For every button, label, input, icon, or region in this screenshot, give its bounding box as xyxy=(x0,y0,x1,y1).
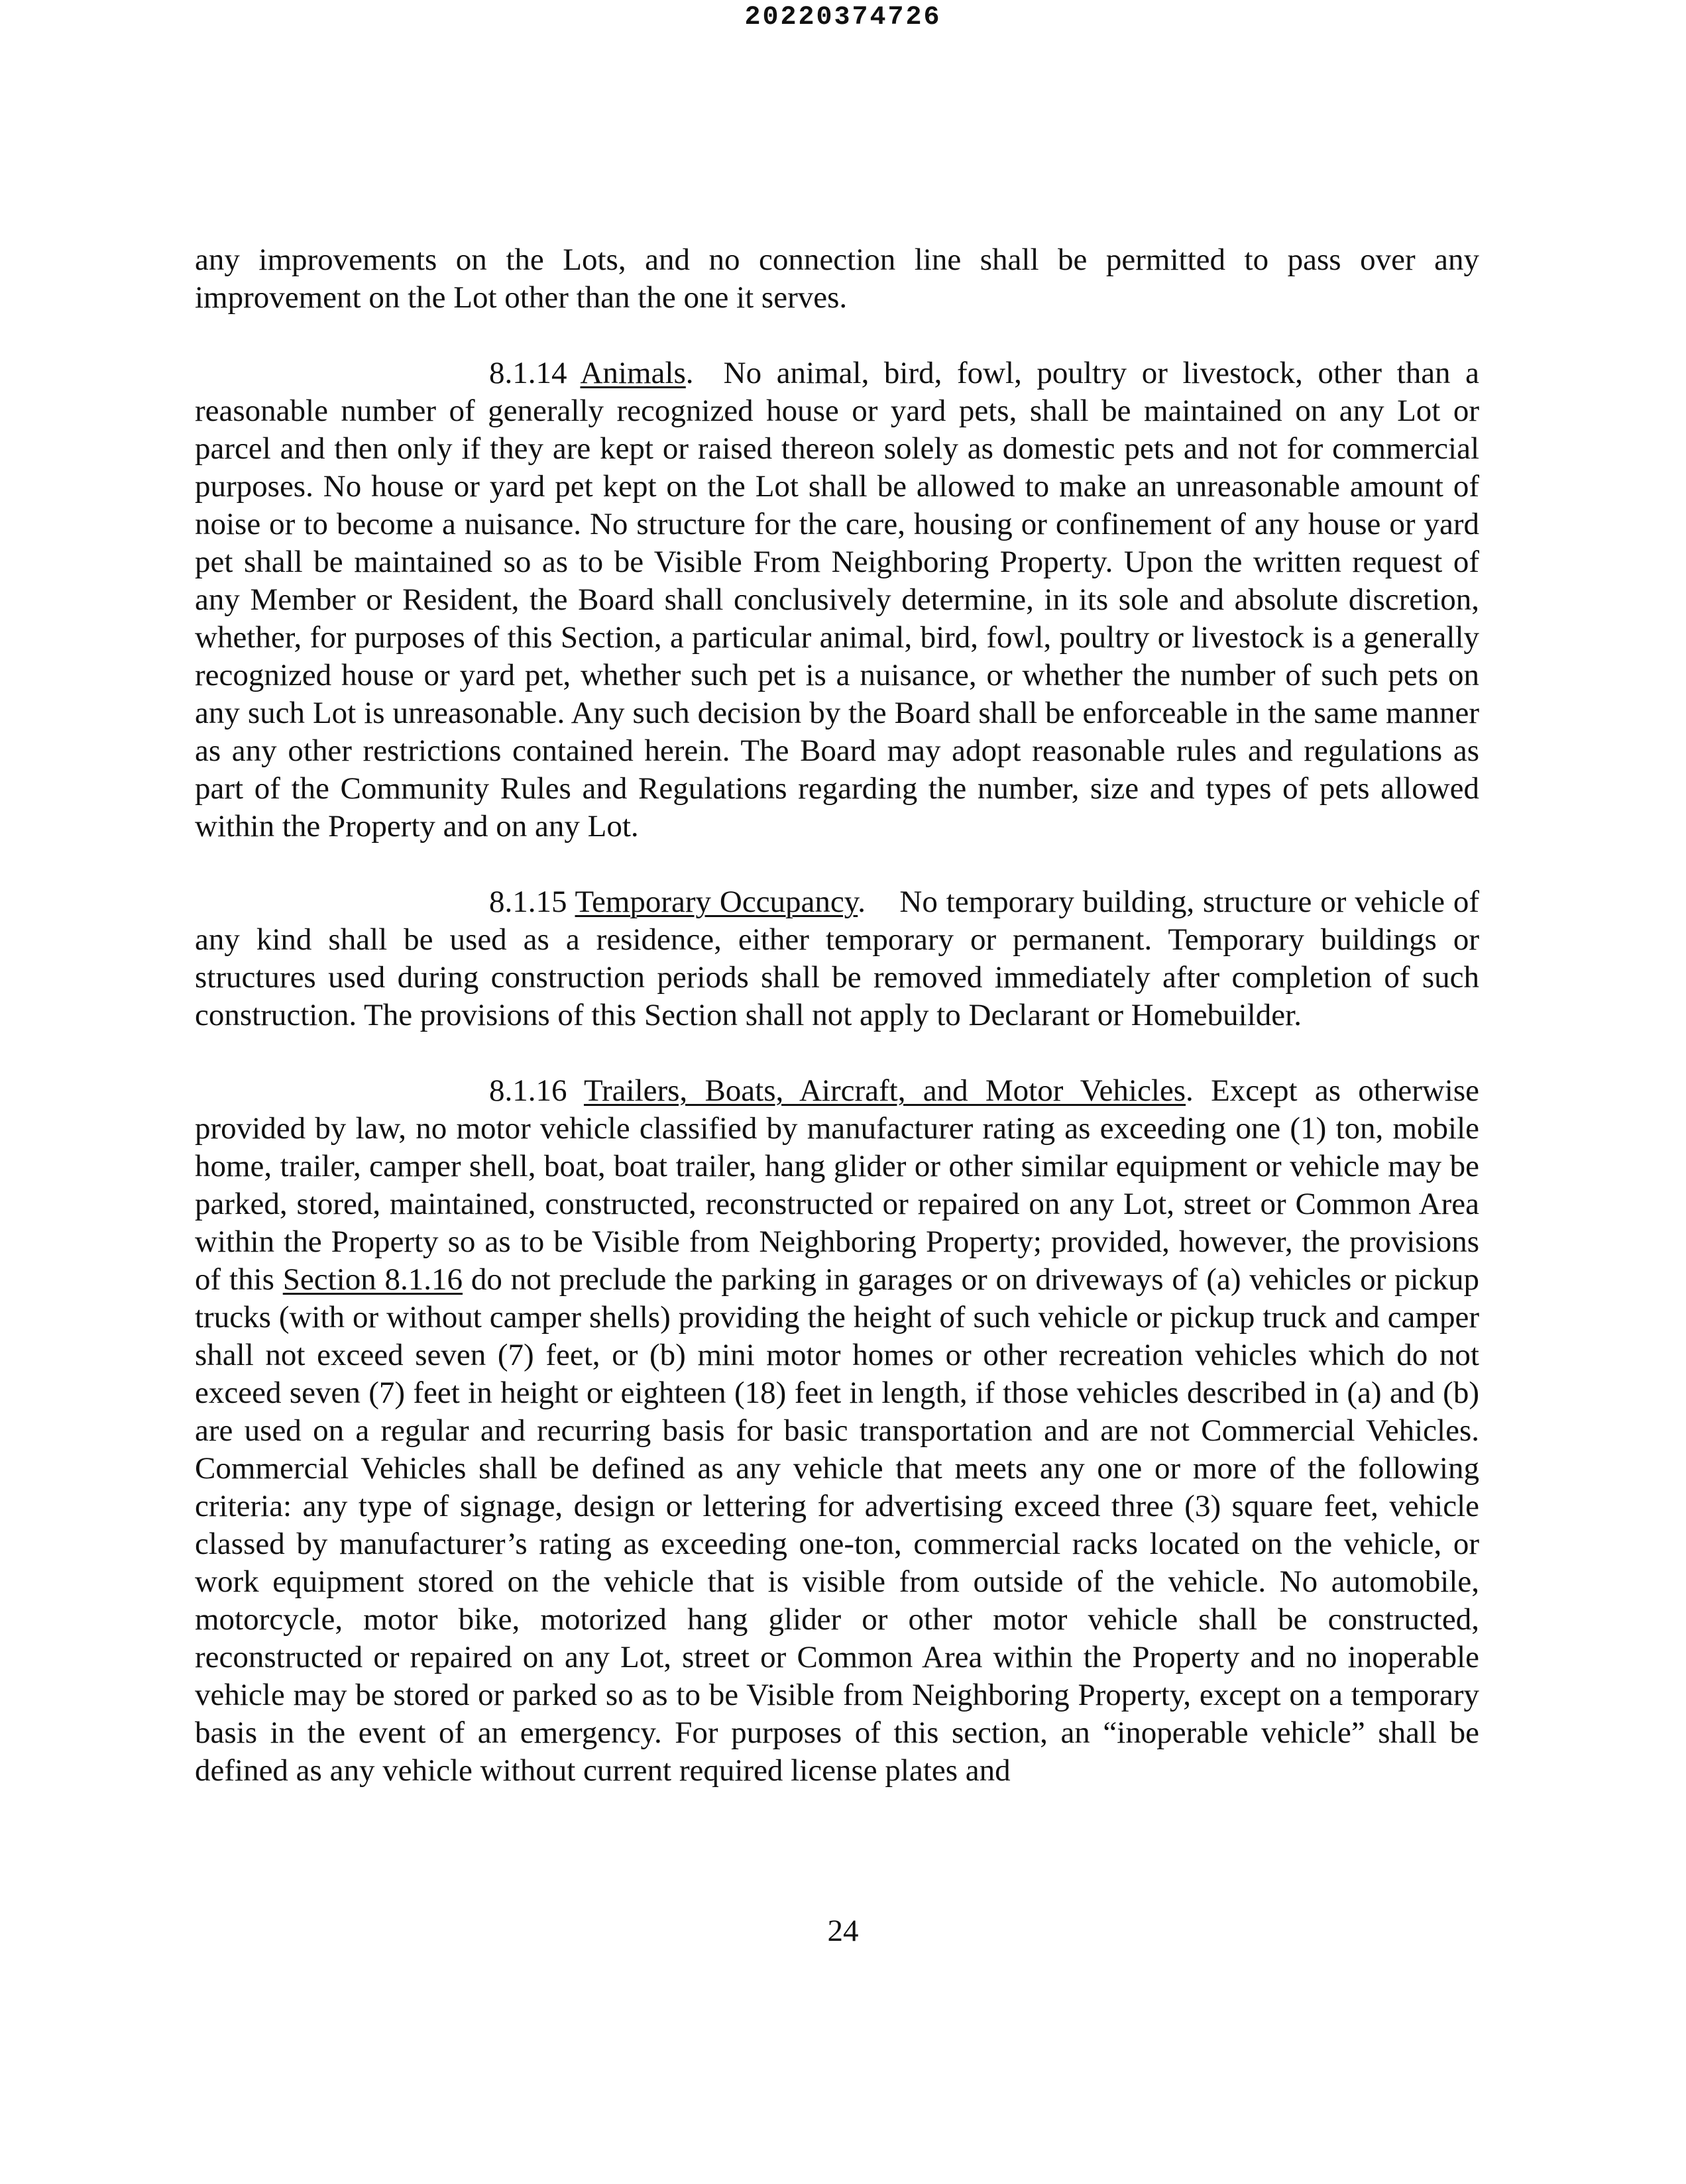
document-number: 20220374726 xyxy=(744,3,942,32)
section-title: Trailers, Boats, Aircraft, and Motor Vehicles xyxy=(583,1073,1186,1108)
page-number: 24 xyxy=(827,1914,859,1948)
section-text: No animal, bird, fowl, poultry or livestock, other than a reasonable number of generally recognized house or yard pets, shall be maintained on any Lot or parcel and then only if they are kept or raised thereon solely as domestic pets and not for commercial purposes. No house or yard pet kept on the Lot shall be allowed to make an unreasonable amount of noise or to become a nuisance. No structure for the care, housing or confinement of any house or yard pet shall be maintained so as to be Visible From Neighboring Property. Upon the written request of any Member or Resident, the Board shall conclusively determine, in its sole and absolute discretion, whether, for purposes of this Section, a particular animal, bird, fowl, poultry or livestock is a generally recognized house or yard pet, whether such pet is a nuisance, or whether the number of such pets on any such Lot is unreasonable. Any such decision by the Board shall be enforceable in the same manner as any other restrictions contained herein. The Board may adopt reasonable rules and regulations as part of the Community Rules and Regulations regarding the number, size and types of pets allowed within the Property and on any Lot. xyxy=(195,356,1479,844)
section-text: Except as otherwise provided by law, no motor vehicle classified by manufacturer rating as exceeding one (1) ton, mobile home, trailer, camper shell, boat, boat trailer, hang glider or other similar equipment or vehicle may be parked, stored, maintained, constructed, reconstructed or repaired on any Lot, street or Common Area within the Property so as to be Visible from Neighboring Property; provided, however, the provisions of this xyxy=(195,1073,1480,1297)
paragraph-continuation: any improvements on the Lots, and no connection line shall be permitted to pass over any improvement on the Lot other than the one it serves. xyxy=(195,243,1479,315)
section-number: 8.1.14 xyxy=(489,356,567,390)
section-text: do not preclude the parking in garages or on driveways of (a) vehicles or pickup trucks (with or without camper shells) providing the height of such vehicle or pickup truck and camper shall not exceed seven (7) feet, or (b) mini motor homes or other recreation vehicles which do not exceed seven (7) feet in height or eighteen (18) feet in length, if those vehicles described in (a) and (b) are used on a regular and recurring basis for basic transportation and are not Commercial Vehicles. Commercial Vehicles shall be defined as any vehicle that meets any one or more of the following criteria: any type of signage, design or lettering for advertising exceed three (3) square feet, vehicle classed by manufacturer’s rating as exceeding one-ton, commercial racks located on the vehicle, or work equipment stored on the vehicle that is visible from outside of the vehicle. No automobile, motorcycle, motor bike, motorized hang glider or other motor vehicle shall be constructed, reconstructed or repaired on any Lot, street or Common Area within the Property and no inoperable vehicle may be stored or parked so as to be Visible from Neighboring Property, except on a temporary basis in the event of an emergency. For purposes of this section, an “inoperable vehicle” shall be defined as any vehicle without current required license plates and xyxy=(195,1262,1480,1788)
section-number: 8.1.16 xyxy=(489,1073,567,1108)
section-8-1-14-animals: 8.1.14 Animals. No animal, bird, fowl, poultry or livestock, other than a reasonable number of generally recognized house or yard pets, shall be maintained on any Lot or parcel and then only if they are kept or raised thereon solely as domestic pets and not for commercial purposes. No house or yard pet kept on the Lot shall be allowed to make an unreasonable amount of noise or to become a nuisance. No structure for the care, housing or confinement of any house or yard pet shall be maintained so as to be Visible From Neighboring Property. Upon the written request of any Member or Resident, the Board shall conclusively determine, in its sole and absolute discretion, whether, for purposes of this Section, a particular animal, bird, fowl, poultry or livestock is a generally recognized house or yard pet, whether such pet is a nuisance, or whether the number of such pets on any such Lot is unreasonable. Any such decision by the Board shall be enforceable in the same manner as any other restrictions contained herein. The Board may adopt reasonable rules and regulations as part of the Community Rules and Regulations regarding the number, size and types of pets allowed within the Property and on any Lot. xyxy=(195,356,1479,844)
section-reference: Section 8.1.16 xyxy=(282,1262,463,1297)
section-8-1-15-temporary-occupancy: 8.1.15 Temporary Occupancy. No temporary building, structure or vehicle of any kind shall be used as a residence, either temporary or permanent. Temporary buildings or structures used during construction periods shall be removed immediately after completion of such construction. The provisions of this Section shall not apply to Declarant or Homebuilder. xyxy=(195,885,1479,1032)
section-title: Temporary Occupancy xyxy=(575,885,858,919)
section-text: No temporary building, structure or vehicle of any kind shall be used as a residence, either temporary or permanent. Temporary buildings or structures used during construction periods shall be removed immediately after completion of such construction. The provisions of this Section shall not apply to Declarant or Homebuilder. xyxy=(195,885,1479,1032)
section-8-1-16-trailers-boats: 8.1.16 Trailers, Boats, Aircraft, and Motor Vehicles. Except as otherwise provided by law, no motor vehicle classified by manufacturer rating as exceeding one (1) ton, mobile home, trailer, camper shell, boat, boat trailer, hang glider or other similar equipment or vehicle may be parked, stored, maintained, constructed, reconstructed or repaired on any Lot, street or Common Area within the Property so as to be Visible from Neighboring Property; provided, however, the provisions of this Section 8.1.16 do not preclude the parking in garages or on driveways of (a) vehicles or pickup trucks (with or without camper shells) providing the height of such vehicle or pickup truck and camper shall not exceed seven (7) feet, or (b) mini motor homes or other recreation vehicles which do not exceed seven (7) feet in height or eighteen (18) feet in length, if those vehicles described in (a) and (b) are used on a regular and recurring basis for basic transportation and are not Commercial Vehicles. Commercial Vehicles shall be defined as any vehicle that meets any one or more of the following criteria: any type of signage, design or lettering for advertising exceed three (3) square feet, vehicle classed by manufacturer’s rating as exceeding one-ton, commercial racks located on the vehicle, or work equipment stored on the vehicle that is visible from outside of the vehicle. No automobile, motorcycle, motor bike, motorized hang glider or other motor vehicle shall be constructed, reconstructed or repaired on any Lot, street or Common Area within the Property and no inoperable vehicle may be stored or parked so as to be Visible from Neighboring Property, except on a temporary basis in the event of an emergency. For purposes of this section, an “inoperable vehicle” shall be defined as any vehicle without current required license plates and xyxy=(195,1073,1480,1788)
document-body xyxy=(195,241,1479,1790)
section-number: 8.1.15 xyxy=(489,885,567,919)
section-title: Animals xyxy=(580,356,686,390)
